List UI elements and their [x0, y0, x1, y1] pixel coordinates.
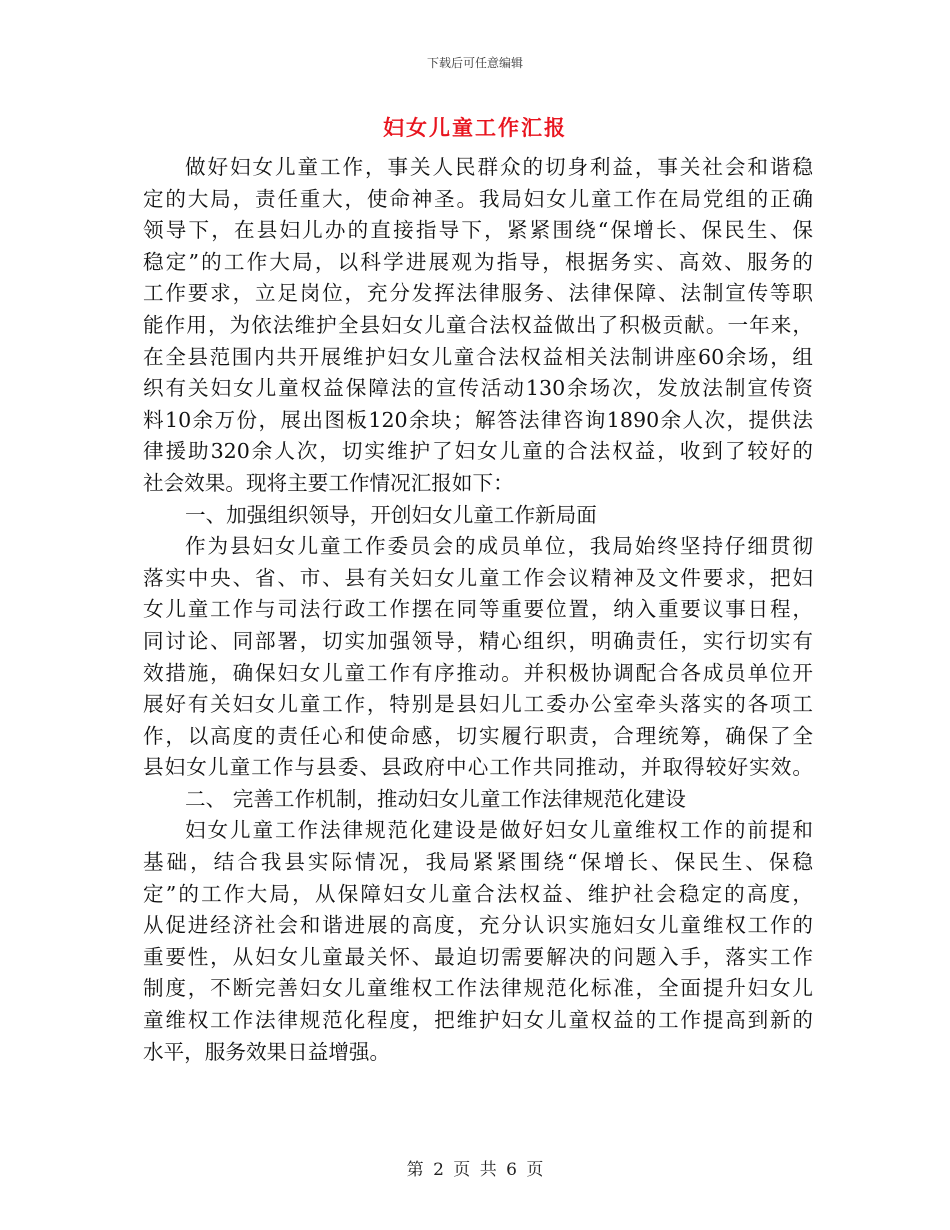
section-heading-1: 一、加强组织领导，开创妇女儿童工作新局面 — [185, 502, 597, 527]
body-line: 料10余万份，展出图板120余块；解答法律咨询1890余人次，提供法 — [143, 407, 813, 432]
body-line: 作，以高度的责任心和使命感，切实履行职责，合理统筹，确保了全 — [143, 723, 813, 748]
body-line: 水平，服务效果日益增强。 — [143, 1039, 391, 1064]
page-header-note: 下载后可任意编辑 — [426, 56, 523, 70]
body-line: 社会效果。现将主要工作情况汇报如下： — [143, 470, 514, 495]
body-line: 重要性，从妇女儿童最关怀、最迫切需要解决的问题入手，落实工作 — [143, 944, 813, 969]
body-line: 做好妇女儿童工作，事关人民群众的切身利益，事关社会和谐稳 — [185, 155, 813, 179]
body-line: 基础，结合我县实际情况，我局紧紧围绕“保增长、保民生、保稳 — [143, 850, 813, 875]
body-line: 定”的工作大局，从保障妇女儿童合法权益、维护社会稳定的高度， — [143, 881, 813, 906]
body-line: 领导下，在县妇儿办的直接指导下，紧紧围绕“保增长、保民生、保 — [143, 218, 813, 243]
body-line: 制度，不断完善妇女儿童维权工作法律规范化标准，全面提升妇女儿 — [143, 976, 813, 1001]
body-line: 稳定”的工作大局，以科学进展观为指导，根据务实、高效、服务的 — [143, 249, 813, 274]
body-line: 律援助320余人次，切实维护了妇女儿童的合法权益，收到了较好的 — [143, 439, 813, 464]
body-line: 展好有关妇女儿童工作，特别是县妇儿工委办公室牵头落实的各项工 — [143, 692, 813, 717]
body-line: 同讨论、同部署，切实加强领导，精心组织，明确责任，实行切实有 — [143, 628, 813, 653]
body-line: 效措施，确保妇女儿童工作有序推动。并积极协调配合各成员单位开 — [143, 660, 813, 685]
body-line: 作为县妇女儿童工作委员会的成员单位，我局始终坚持仔细贯彻 — [185, 534, 813, 559]
body-line: 妇女儿童工作法律规范化建设是做好妇女儿童维权工作的前提和 — [185, 818, 813, 843]
section-heading-2: 二、 完善工作机制，推动妇女儿童工作法律规范化建设 — [185, 786, 686, 811]
body-line: 县妇女儿童工作与县委、县政府中心工作共同推动，并取得较好实效。 — [143, 755, 813, 780]
body-line: 童维权工作法律规范化程度，把维护妇女儿童权益的工作提高到新的 — [143, 1008, 813, 1033]
document-body — [143, 152, 813, 1068]
document-title: 妇女儿童工作汇报 — [383, 116, 567, 140]
body-line: 在全县范围内共开展维护妇女儿童合法权益相关法制讲座60余场，组 — [143, 344, 813, 369]
body-line: 定的大局，责任重大，使命神圣。我局妇女儿童工作在局党组的正确 — [143, 186, 813, 211]
page-footer: 第 2 页 共 6 页 — [406, 1160, 544, 1180]
body-line: 从促进经济社会和谐进展的高度，充分认识实施妇女儿童维权工作的 — [143, 913, 813, 938]
body-line: 能作用，为依法维护全县妇女儿童合法权益做出了积极贡献。一年来， — [143, 312, 813, 337]
body-line: 工作要求，立足岗位，充分发挥法律服务、法律保障、法制宣传等职 — [143, 281, 813, 306]
body-line: 落实中央、省、市、县有关妇女儿童工作会议精神及文件要求，把妇 — [143, 565, 813, 590]
body-line: 织有关妇女儿童权益保障法的宣传活动130余场次，发放法制宣传资 — [143, 376, 813, 401]
body-line: 女儿童工作与司法行政工作摆在同等重要位置，纳入重要议事日程， — [143, 597, 813, 622]
